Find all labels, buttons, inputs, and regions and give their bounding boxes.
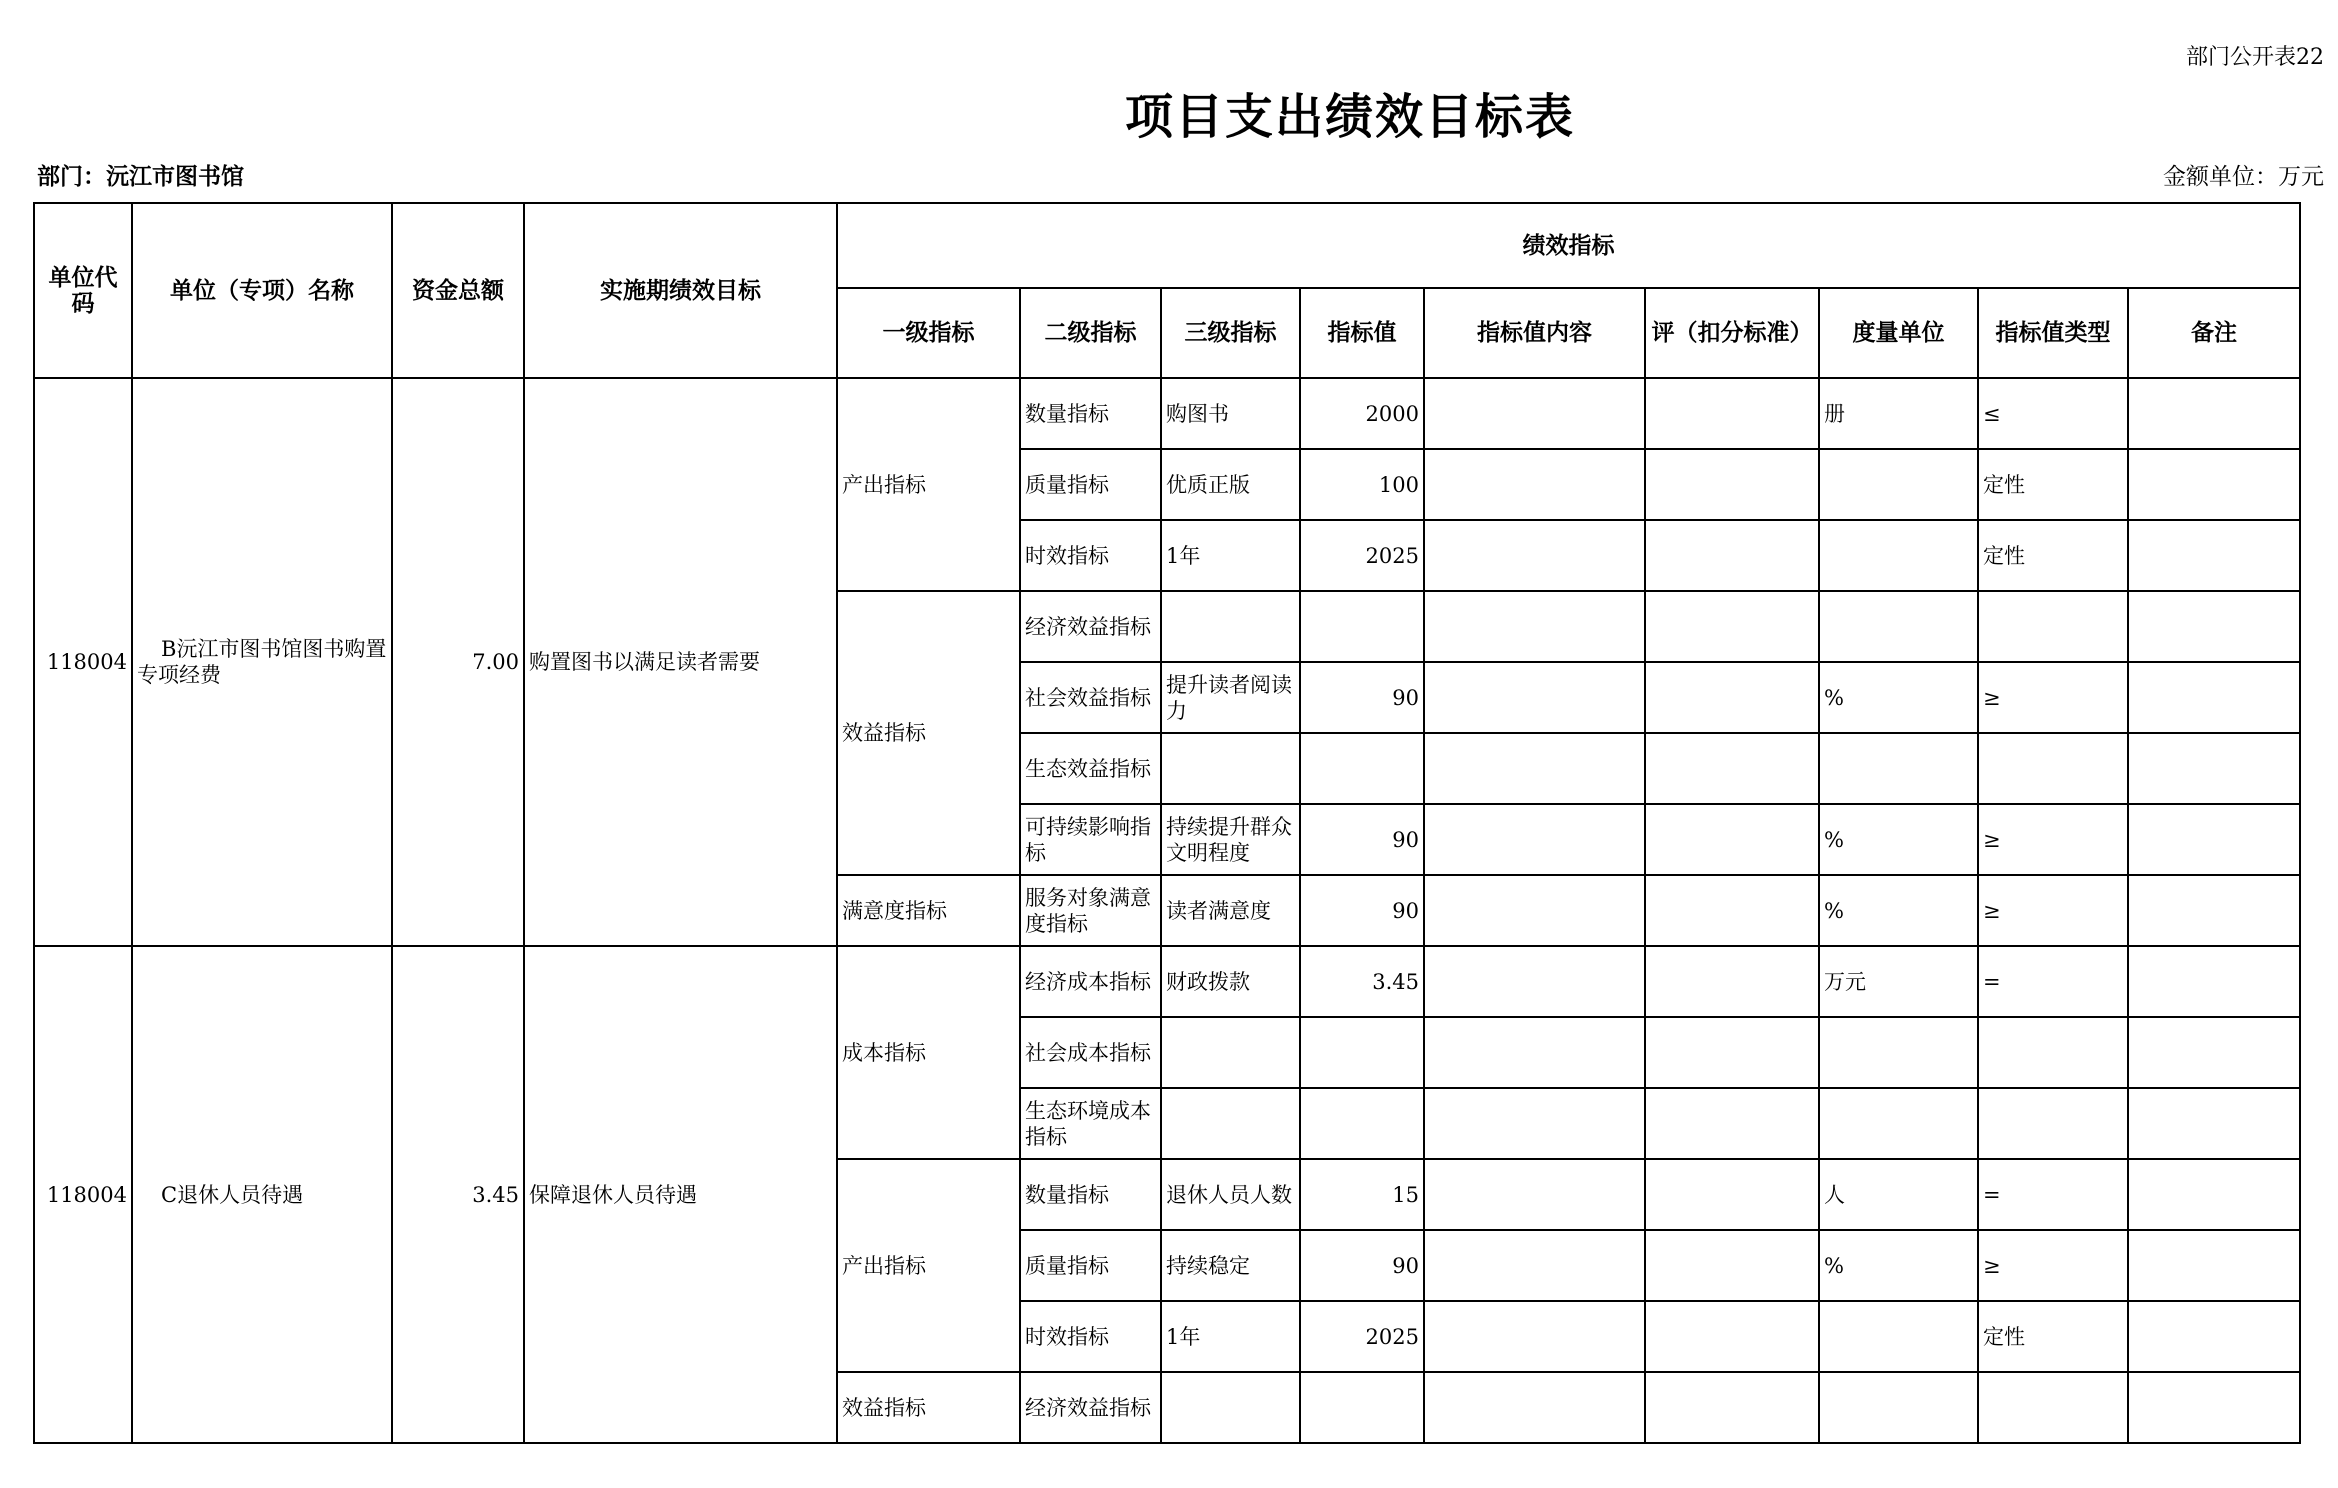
cell-value-type: 定性	[1978, 449, 2128, 520]
cell-scoring	[1645, 591, 1819, 662]
cell-remark	[2128, 1017, 2300, 1088]
cell-measure-unit	[1819, 520, 1978, 591]
cell-measure-unit	[1819, 733, 1978, 804]
cell-unit-code: 118004	[34, 378, 132, 946]
cell-value-content	[1424, 662, 1645, 733]
cell-value-content	[1424, 1230, 1645, 1301]
cell-level2: 经济成本指标	[1020, 946, 1161, 1017]
cell-value: 100	[1300, 449, 1424, 520]
col-goal: 实施期绩效目标	[524, 203, 837, 378]
cell-level2: 生态环境成本指标	[1020, 1088, 1161, 1159]
cell-remark	[2128, 1230, 2300, 1301]
cell-scoring	[1645, 1159, 1819, 1230]
col-level1: 一级指标	[837, 288, 1020, 378]
cell-remark	[2128, 946, 2300, 1017]
cell-value: 90	[1300, 875, 1424, 946]
cell-level3: 财政拨款	[1161, 946, 1300, 1017]
col-scoring: 评（扣分标准）	[1645, 288, 1819, 378]
cell-level2: 社会效益指标	[1020, 662, 1161, 733]
cell-measure-unit	[1819, 1301, 1978, 1372]
cell-value-type: =	[1978, 946, 2128, 1017]
cell-total-funds: 3.45	[392, 946, 524, 1443]
cell-level2: 可持续影响指标	[1020, 804, 1161, 875]
form-number: 部门公开表22	[2186, 45, 2324, 70]
amount-unit-label: 金额单位：万元	[2163, 164, 2324, 190]
cell-value-type: ≥	[1978, 804, 2128, 875]
cell-value-type: 定性	[1978, 520, 2128, 591]
cell-value-content	[1424, 733, 1645, 804]
cell-value: 90	[1300, 1230, 1424, 1301]
cell-measure-unit	[1819, 591, 1978, 662]
col-value: 指标值	[1300, 288, 1424, 378]
cell-scoring	[1645, 875, 1819, 946]
cell-unit-name: B沅江市图书馆图书购置专项经费	[132, 378, 392, 946]
cell-value: 3.45	[1300, 946, 1424, 1017]
cell-value-type: ≥	[1978, 875, 2128, 946]
cell-level3: 提升读者阅读力	[1161, 662, 1300, 733]
cell-measure-unit	[1819, 1372, 1978, 1443]
cell-scoring	[1645, 1301, 1819, 1372]
col-total-funds: 资金总额	[392, 203, 524, 378]
cell-goal: 保障退休人员待遇	[524, 946, 837, 1443]
col-remark: 备注	[2128, 288, 2300, 378]
cell-goal: 购置图书以满足读者需要	[524, 378, 837, 946]
cell-measure-unit: 万元	[1819, 946, 1978, 1017]
cell-value-type: =	[1978, 1159, 2128, 1230]
col-value-type: 指标值类型	[1978, 288, 2128, 378]
cell-value: 2000	[1300, 378, 1424, 449]
cell-value: 2025	[1300, 1301, 1424, 1372]
cell-level1: 产出指标	[837, 1159, 1020, 1372]
cell-value	[1300, 1088, 1424, 1159]
cell-level2: 经济效益指标	[1020, 1372, 1161, 1443]
cell-level3: 1年	[1161, 1301, 1300, 1372]
cell-remark	[2128, 520, 2300, 591]
cell-level3	[1161, 1017, 1300, 1088]
cell-measure-unit: %	[1819, 662, 1978, 733]
header-row-1	[34, 203, 2300, 288]
cell-value-type	[1978, 591, 2128, 662]
cell-measure-unit: %	[1819, 1230, 1978, 1301]
cell-level3: 持续稳定	[1161, 1230, 1300, 1301]
cell-measure-unit	[1819, 1017, 1978, 1088]
cell-level3	[1161, 591, 1300, 662]
col-unit-name: 单位（专项）名称	[132, 203, 392, 378]
cell-value-type: ≥	[1978, 1230, 2128, 1301]
cell-scoring	[1645, 378, 1819, 449]
cell-value-content	[1424, 1088, 1645, 1159]
table-row	[34, 378, 2300, 449]
cell-scoring	[1645, 520, 1819, 591]
col-unit-code: 单位代码	[34, 203, 132, 378]
cell-value-content	[1424, 591, 1645, 662]
cell-value-content	[1424, 1017, 1645, 1088]
cell-level1: 产出指标	[837, 378, 1020, 591]
cell-remark	[2128, 804, 2300, 875]
cell-remark	[2128, 591, 2300, 662]
cell-remark	[2128, 662, 2300, 733]
cell-level2: 时效指标	[1020, 1301, 1161, 1372]
cell-measure-unit	[1819, 1088, 1978, 1159]
cell-measure-unit	[1819, 449, 1978, 520]
cell-measure-unit: %	[1819, 875, 1978, 946]
department-label: 部门：沅江市图书馆	[37, 163, 244, 190]
cell-measure-unit: 人	[1819, 1159, 1978, 1230]
cell-level3: 购图书	[1161, 378, 1300, 449]
cell-value-content	[1424, 1301, 1645, 1372]
cell-value: 90	[1300, 662, 1424, 733]
cell-value-content	[1424, 449, 1645, 520]
cell-value-type	[1978, 1088, 2128, 1159]
cell-remark	[2128, 733, 2300, 804]
cell-remark	[2128, 1159, 2300, 1230]
col-indicators: 绩效指标	[837, 203, 2300, 288]
col-value-content: 指标值内容	[1424, 288, 1645, 378]
cell-value-content	[1424, 804, 1645, 875]
cell-value-content	[1424, 875, 1645, 946]
cell-value-type	[1978, 1372, 2128, 1443]
cell-scoring	[1645, 1088, 1819, 1159]
cell-level2: 社会成本指标	[1020, 1017, 1161, 1088]
cell-level2: 时效指标	[1020, 520, 1161, 591]
cell-level2: 质量指标	[1020, 1230, 1161, 1301]
cell-unit-code: 118004	[34, 946, 132, 1443]
cell-level2: 数量指标	[1020, 378, 1161, 449]
cell-value: 90	[1300, 804, 1424, 875]
cell-level3: 退休人员人数	[1161, 1159, 1300, 1230]
cell-value-content	[1424, 378, 1645, 449]
cell-level2: 生态效益指标	[1020, 733, 1161, 804]
col-level2: 二级指标	[1020, 288, 1161, 378]
cell-remark	[2128, 875, 2300, 946]
cell-value-content	[1424, 946, 1645, 1017]
cell-value	[1300, 1017, 1424, 1088]
cell-level3	[1161, 1372, 1300, 1443]
cell-value-type: ≤	[1978, 378, 2128, 449]
cell-measure-unit: 册	[1819, 378, 1978, 449]
cell-value: 15	[1300, 1159, 1424, 1230]
cell-value-type	[1978, 733, 2128, 804]
cell-level2: 质量指标	[1020, 449, 1161, 520]
performance-table	[33, 202, 2301, 1444]
cell-level1: 成本指标	[837, 946, 1020, 1159]
cell-value	[1300, 733, 1424, 804]
cell-remark	[2128, 1088, 2300, 1159]
cell-level1: 满意度指标	[837, 875, 1020, 946]
page-title: 项目支出绩效目标表	[1124, 89, 1575, 145]
cell-value-content	[1424, 1372, 1645, 1443]
cell-scoring	[1645, 804, 1819, 875]
cell-value-content	[1424, 520, 1645, 591]
cell-level1: 效益指标	[837, 1372, 1020, 1443]
cell-level3	[1161, 733, 1300, 804]
cell-value-type: 定性	[1978, 1301, 2128, 1372]
cell-level1: 效益指标	[837, 591, 1020, 875]
cell-level3: 1年	[1161, 520, 1300, 591]
cell-scoring	[1645, 449, 1819, 520]
cell-level3: 读者满意度	[1161, 875, 1300, 946]
cell-value	[1300, 591, 1424, 662]
cell-value: 2025	[1300, 520, 1424, 591]
cell-value	[1300, 1372, 1424, 1443]
cell-value-type	[1978, 1017, 2128, 1088]
cell-measure-unit: %	[1819, 804, 1978, 875]
cell-level3: 持续提升群众文明程度	[1161, 804, 1300, 875]
cell-level2: 数量指标	[1020, 1159, 1161, 1230]
cell-scoring	[1645, 1017, 1819, 1088]
cell-scoring	[1645, 662, 1819, 733]
cell-level3: 优质正版	[1161, 449, 1300, 520]
cell-total-funds: 7.00	[392, 378, 524, 946]
cell-remark	[2128, 449, 2300, 520]
cell-value-type: ≥	[1978, 662, 2128, 733]
cell-level2: 服务对象满意度指标	[1020, 875, 1161, 946]
cell-level3	[1161, 1088, 1300, 1159]
col-level3: 三级指标	[1161, 288, 1300, 378]
cell-value-content	[1424, 1159, 1645, 1230]
table-row	[34, 946, 2300, 1017]
cell-remark	[2128, 1301, 2300, 1372]
col-measure-unit: 度量单位	[1819, 288, 1978, 378]
cell-level2: 经济效益指标	[1020, 591, 1161, 662]
cell-scoring	[1645, 733, 1819, 804]
cell-unit-name: C退休人员待遇	[132, 946, 392, 1443]
cell-scoring	[1645, 1230, 1819, 1301]
cell-scoring	[1645, 946, 1819, 1017]
cell-remark	[2128, 1372, 2300, 1443]
cell-scoring	[1645, 1372, 1819, 1443]
cell-remark	[2128, 378, 2300, 449]
